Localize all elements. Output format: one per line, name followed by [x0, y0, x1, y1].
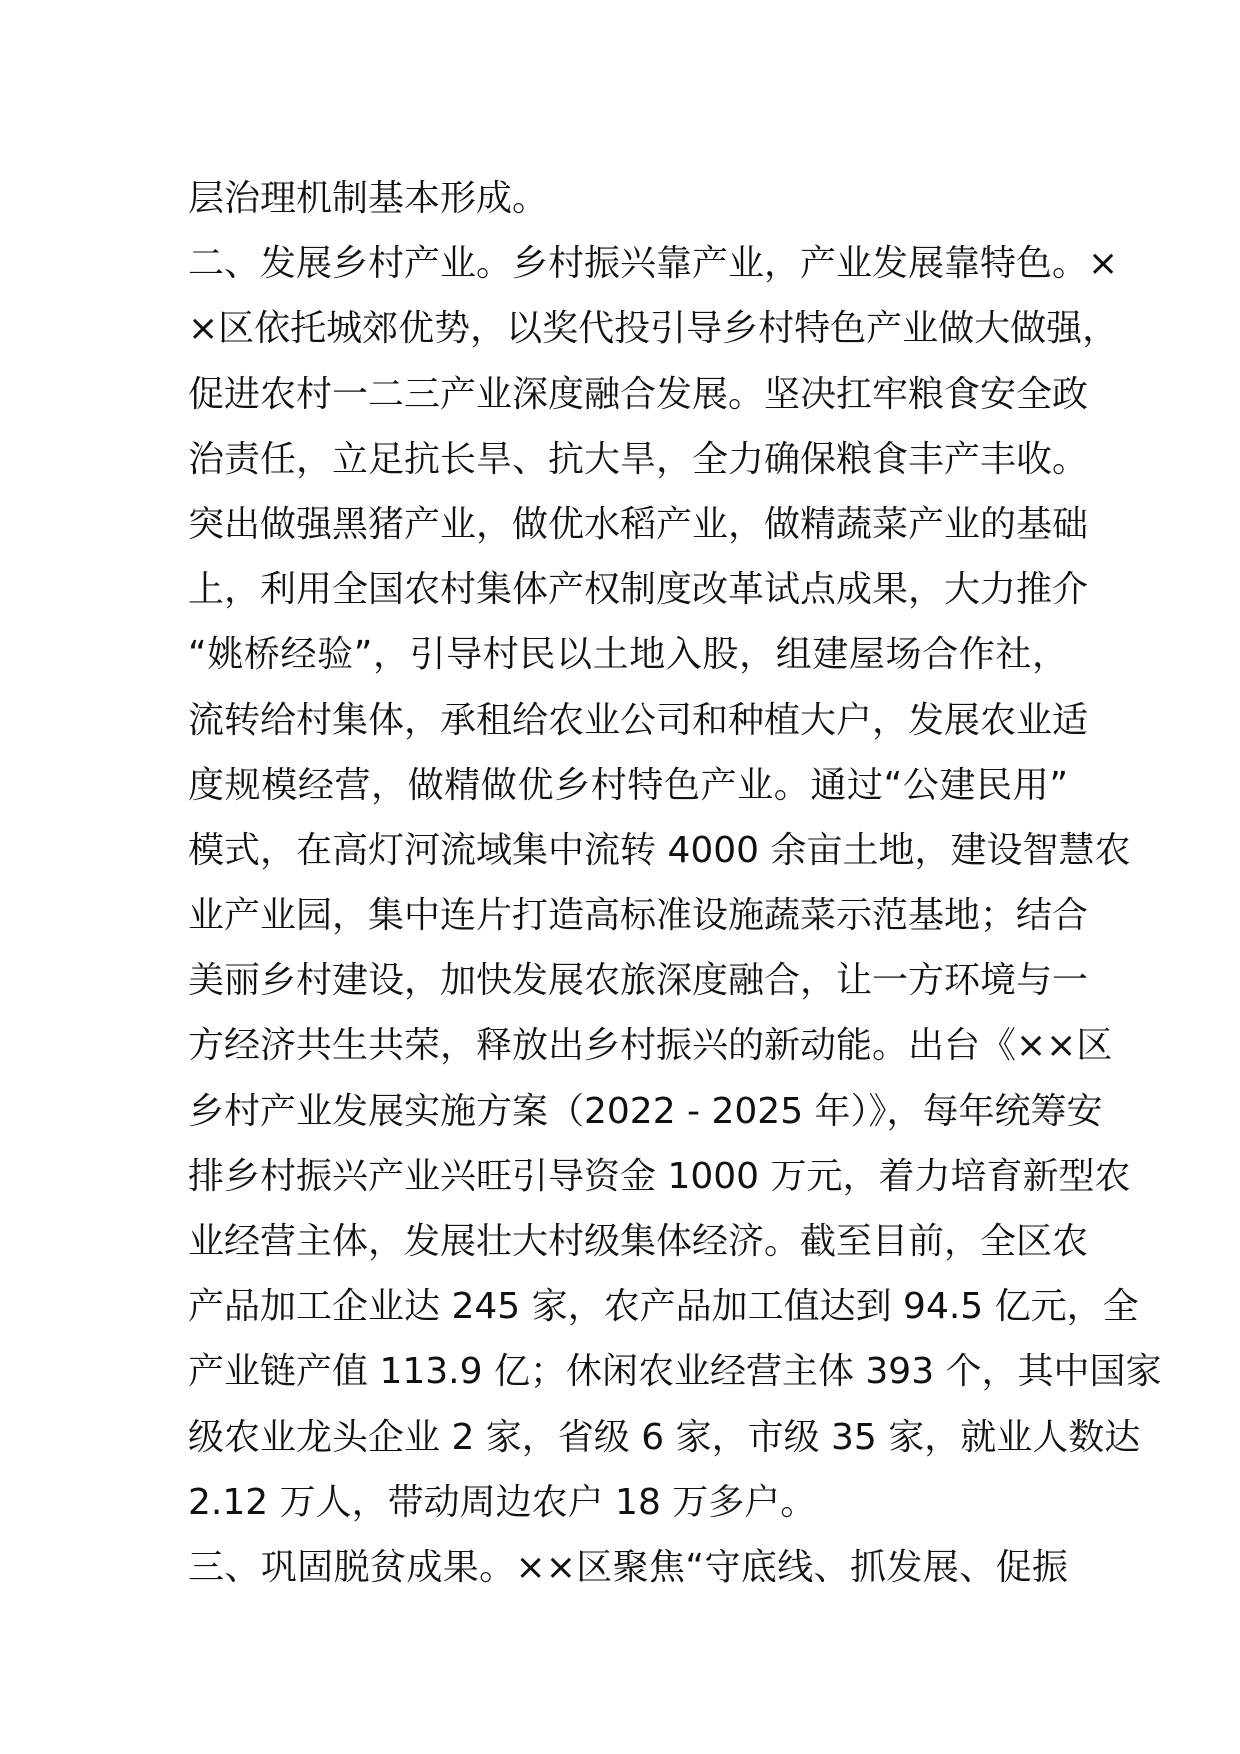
text-line: 促进农村一二三产业深度融合发展。坚决扛牢粮食安全政	[188, 373, 1089, 415]
text-line: 方经济共生共荣，释放出乡村振兴的新动能。出台《××区	[188, 1025, 1113, 1067]
section-heading-line: 三、巩固脱贫成果。××区聚焦“守底线、抓发展、促振	[188, 1546, 1068, 1588]
text-line: 美丽乡村建设，加快发展农旅深度融合，让一方环境与一	[188, 960, 1089, 1002]
text-line: 突出做强黑猪产业，做优水稻产业，做精蔬菜产业的基础	[188, 503, 1089, 545]
text-line: 层治理机制基本形成。	[188, 178, 549, 219]
text-line: 上，利用全国农村集体产权制度改革试点成果，大力推介	[188, 569, 1089, 611]
body-text	[188, 166, 1162, 1600]
text-line: 模式，在高灯河流域集中流转 4000 余亩土地，建设智慧农	[188, 829, 1131, 871]
text-line: 级农业龙头企业 2 家，省级 6 家，市级 35 家，就业人数达	[188, 1416, 1141, 1458]
text-line: 产业链产值 113.9 亿；休闲农业经营主体 393 个，其中国家	[188, 1351, 1162, 1393]
text-line: 业产业园，集中连片打造高标准设施蔬菜示范基地；结合	[188, 895, 1089, 937]
text-line: 流转给村集体，承租给农业公司和种植大户，发展农业适	[188, 699, 1089, 741]
text-line: 2.12 万人，带动周边农户 18 万多户。	[188, 1481, 817, 1523]
text-line: 度规模经营，做精做优乡村特色产业。通过“公建民用”	[188, 764, 1068, 806]
section-heading-line: 二、发展乡村产业。乡村振兴靠产业，产业发展靠特色。×	[188, 243, 1119, 285]
text-line: 排乡村振兴产业兴旺引导资金 1000 万元，着力培育新型农	[188, 1155, 1131, 1197]
text-line: 业经营主体，发展壮大村级集体经济。截至目前，全区农	[188, 1221, 1089, 1262]
text-line: 产品加工企业达 245 家，农产品加工值达到 94.5 亿元，全	[188, 1286, 1139, 1328]
text-line: 治责任，立足抗长旱、抗大旱，全力确保粮食丰产丰收。	[188, 438, 1089, 480]
text-line: 乡村产业发展实施方案（2022 - 2025 年）》，每年统筹安	[188, 1090, 1103, 1132]
text-line: “姚桥经验”，引导村民以土地入股，组建屋场合作社，	[188, 634, 1068, 676]
text-line: ×区依托城郊优势，以奖代投引导乡村特色产业做大做强，	[188, 308, 1119, 350]
